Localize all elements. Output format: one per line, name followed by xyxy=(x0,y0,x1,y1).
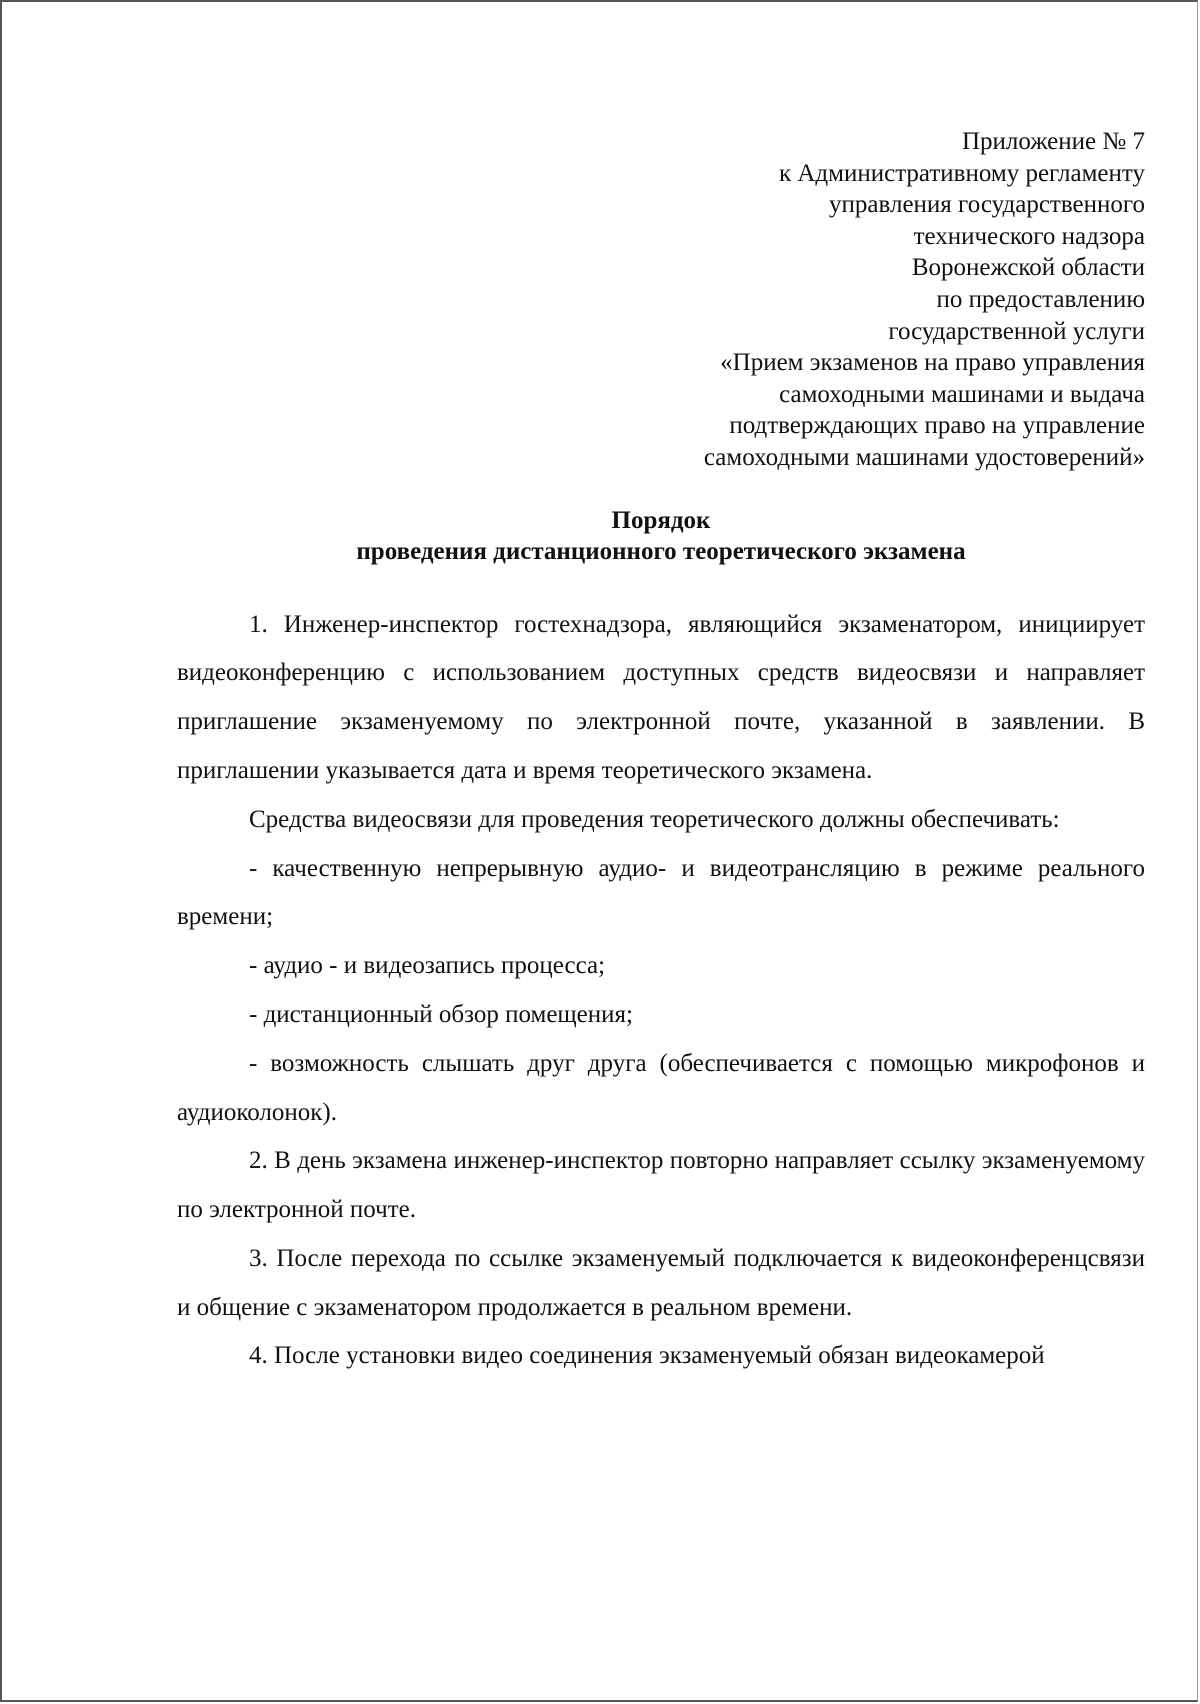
paragraph-item-4: 4. После установки видео соединения экзаменуемый обязан видеокамерой xyxy=(249,1342,1045,1370)
appendix-line: самоходными машинами и выдача xyxy=(779,380,1145,408)
appendix-header xyxy=(177,126,1145,474)
appendix-line: управления государственного xyxy=(829,191,1145,219)
list-item-recording: - аудио - и видеозапись процесса; xyxy=(249,952,606,980)
document-body xyxy=(177,601,1145,1382)
appendix-line: к Административному регламенту xyxy=(778,159,1145,187)
document-title xyxy=(177,505,1145,567)
list-item-hearing: - возможность слышать друг друга (обеспечивается с помощью микрофонов и аудиоколонок). xyxy=(177,1049,1145,1126)
appendix-line: самоходными машинами удостоверений» xyxy=(703,443,1145,471)
appendix-line: по предоставлению xyxy=(936,285,1145,313)
paragraph-item-2: 2. В день экзамена инженер-инспектор повторно направляет ссылку экзаменуемому по электронной почте. xyxy=(177,1147,1145,1224)
list-item-room-view: - дистанционный обзор помещения; xyxy=(249,1000,633,1028)
title-line-1: Порядок xyxy=(611,506,711,534)
paragraph-requirements-intro: Средства видеосвязи для проведения теоретического должны обеспечивать: xyxy=(249,805,1060,833)
appendix-number: Приложение № 7 xyxy=(961,128,1145,155)
appendix-line: «Прием экзаменов на право управления xyxy=(720,349,1145,377)
document-page xyxy=(177,126,1145,1381)
appendix-line: технического надзора xyxy=(913,222,1145,250)
appendix-line: подтверждающих право на управление xyxy=(729,412,1145,440)
appendix-line: Воронежской области xyxy=(911,254,1145,282)
title-line-2: проведения дистанционного теоретического экзамена xyxy=(356,537,966,565)
list-item-av-stream: - качественную непрерывную аудио- и видеотрансляцию в режиме реального времени; xyxy=(177,854,1145,931)
appendix-line: государственной услуги xyxy=(888,317,1145,345)
paragraph-item-1: 1. Инженер-инспектор гостехнадзора, являющийся экзаменатором, инициирует видеоконференцию с использованием доступных средств видеосвязи и направляет приглашение экзаменуемому по электронной почте, указанной в заявлении. В приглашении указывается дата и время теоретического экзамена. xyxy=(177,610,1145,784)
paragraph-item-3: 3. После перехода по ссылке экзаменуемый подключается к видеоконференцсвязи и общение с экзаменатором продолжается в реальном времени. xyxy=(177,1244,1145,1321)
